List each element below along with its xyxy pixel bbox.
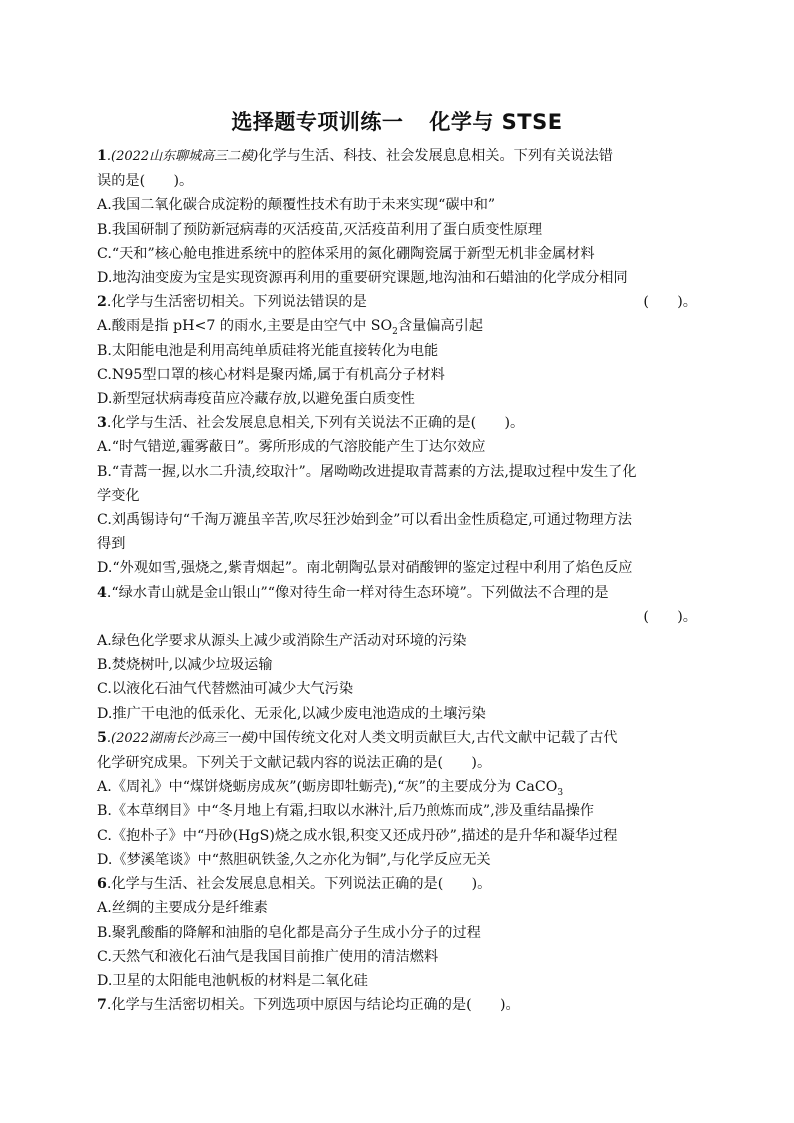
option-b: B.“青蒿一握,以水二升渍,绞取汁”。屠呦呦改进提取青蒿素的方法,提取过程中发生了化 bbox=[97, 463, 637, 480]
answer-paren: ( )。 bbox=[643, 608, 697, 625]
question-number: 2 bbox=[97, 294, 107, 311]
title-sub: 化学与 STSE bbox=[429, 110, 563, 134]
question-stem: 5.(2022湖南长沙高三一模)中国传统文化对人类文明贡献巨大,古代文献中记载了古代 bbox=[97, 729, 618, 746]
option-c-cont: 得到 bbox=[97, 536, 126, 553]
option-c: C.“天和”核心舱电推进系统中的腔体采用的氮化硼陶瓷属于新型无机非金属材料 bbox=[97, 245, 595, 262]
option-a: A.《周礼》中“煤饼烧蛎房成灰”(蛎房即牡蛎壳),“灰”的主要成分为 CaCO$_3$ bbox=[97, 779, 564, 799]
question-source: .(2022湖南长沙高三一模) bbox=[106, 730, 259, 746]
page-title bbox=[0, 106, 794, 136]
question-number: 5 bbox=[97, 729, 107, 746]
question-2 bbox=[97, 290, 697, 411]
option-a: A.我国二氧化碳合成淀粉的颠覆性技术有助于未来实现“碳中和” bbox=[97, 197, 496, 214]
option-b-cont: 学变化 bbox=[97, 487, 140, 504]
question-number: 4 bbox=[97, 584, 107, 601]
question-stem: 6.化学与生活、社会发展息息相关。下列说法正确的是( )。 bbox=[97, 876, 492, 893]
question-5 bbox=[97, 726, 697, 872]
option-d: D.新型冠状病毒疫苗应冷藏存放,以避免蛋白质变性 bbox=[97, 391, 415, 408]
question-stem: 1.(2022山东聊城高三二模)化学与生活、科技、社会发展息息相关。下列有关说法错 bbox=[97, 148, 613, 164]
option-b: B.我国研制了预防新冠病毒的灭活疫苗,灭活疫苗利用了蛋白质变性原理 bbox=[97, 221, 543, 238]
option-a: A.绿色化学要求从源头上减少或消除生产活动对环境的污染 bbox=[97, 633, 467, 650]
question-number: 7 bbox=[97, 997, 107, 1014]
option-a: A.酸雨是指 pH<7 的雨水,主要是由空气中 $SO_2$含量偏高引起 bbox=[97, 318, 484, 338]
question-source: .(2022山东聊城高三二模) bbox=[106, 149, 259, 164]
option-b: B.焚烧树叶,以减少垃圾运输 bbox=[97, 657, 273, 674]
question-number: 6 bbox=[97, 876, 107, 893]
question-number: 3 bbox=[97, 415, 107, 432]
question-stem: 4.“绿水青山就是金山银山”“像对待生命一样对待生态环境”。下列做法不合理的是 bbox=[97, 584, 609, 601]
option-c: C.天然气和液化石油气是我国目前推广使用的清洁燃料 bbox=[97, 948, 439, 965]
option-d: D.卫星的太阳能电池帆板的材料是二氧化硅 bbox=[97, 972, 368, 989]
question-stem: 2.化学与生活密切相关。下列说法错误的是 ( )。 bbox=[97, 290, 697, 314]
option-b: B.太阳能电池是利用高纯单质硅将光能直接转化为电能 bbox=[97, 342, 439, 359]
question-stem-cont: 误的是( )。 bbox=[97, 173, 194, 190]
option-a: A.丝绸的主要成分是纤维素 bbox=[97, 900, 268, 917]
question-stem: 3.化学与生活、社会发展息息相关,下列有关说法不正确的是( )。 bbox=[97, 415, 525, 432]
option-b: B.聚乳酸酯的降解和油脂的皂化都是高分子生成小分子的过程 bbox=[97, 924, 481, 941]
option-d: D.《梦溪笔谈》中“熬胆矾铁釜,久之亦化为铜”,与化学反应无关 bbox=[97, 851, 491, 868]
title-main: 选择题专项训练一 bbox=[231, 110, 404, 134]
option-a: A.“时气错逆,霾雾蔽日”。雾所形成的气溶胶能产生丁达尔效应 bbox=[97, 439, 486, 456]
option-c: C.以液化石油气代替燃油可减少大气污染 bbox=[97, 681, 354, 698]
question-list bbox=[97, 144, 697, 1017]
option-c: C.《抱朴子》中“丹砂(HgS)烧之成水银,积变又还成丹砂”,描述的是升华和凝华过程 bbox=[97, 827, 618, 844]
question-number: 1 bbox=[97, 148, 107, 164]
question-7 bbox=[97, 993, 697, 1017]
question-1 bbox=[97, 144, 697, 290]
option-d: D.地沟油变废为宝是实现资源再利用的重要研究课题,地沟油和石蜡油的化学成分相同 bbox=[97, 270, 628, 287]
question-4 bbox=[97, 581, 697, 726]
question-3 bbox=[97, 411, 697, 580]
option-c: C.N95型口罩的核心材料是聚丙烯,属于有机高分子材料 bbox=[97, 366, 445, 383]
question-6 bbox=[97, 872, 697, 993]
option-d: D.“外观如雪,强烧之,紫青烟起”。南北朝陶弘景对硝酸钾的鉴定过程中利用了焰色反应 bbox=[97, 560, 633, 577]
option-c: C.刘禹锡诗句“千淘万漉虽辛苦,吹尽狂沙始到金”可以看出金性质稳定,可通过物理方法 bbox=[97, 512, 632, 529]
answer-paren: ( )。 bbox=[643, 294, 697, 311]
question-stem-cont: 化学研究成果。下列关于文献记载内容的说法正确的是( )。 bbox=[97, 755, 492, 772]
option-d: D.推广干电池的低汞化、无汞化,以减少废电池造成的土壤污染 bbox=[97, 705, 486, 722]
option-b: B.《本草纲目》中“冬月地上有霜,扫取以水淋汁,后乃煎炼而成”,涉及重结晶操作 bbox=[97, 803, 594, 820]
question-stem: 7.化学与生活密切相关。下列选项中原因与结论均正确的是( )。 bbox=[97, 997, 520, 1014]
